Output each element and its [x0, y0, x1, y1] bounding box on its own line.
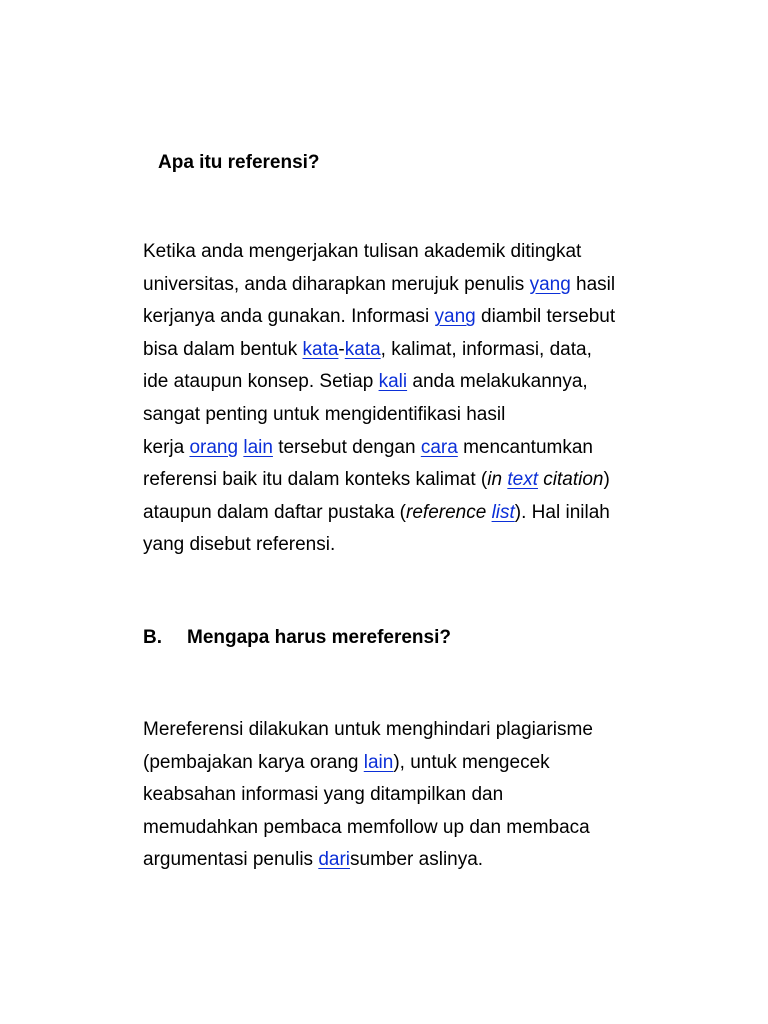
section-heading-text: Mengapa harus mereferensi? — [187, 627, 451, 648]
text-line — [143, 714, 703, 747]
section-number: B. — [143, 627, 162, 648]
link-yang[interactable]: yang — [529, 273, 571, 295]
text-run: (pembajakan karya orang — [143, 751, 364, 773]
text-line — [143, 464, 703, 497]
text-run: argumentasi penulis — [143, 849, 319, 871]
italic-text: in — [487, 469, 508, 491]
link-kali[interactable]: kali — [378, 371, 408, 393]
text-line — [143, 366, 703, 399]
text-run: ), untuk mengecek — [393, 751, 550, 773]
text-run: referensi baik itu dalam konteks kalimat ( — [143, 469, 488, 491]
text-line — [143, 399, 703, 432]
text-run: Mereferensi dilakukan untuk menghindari plagiarisme — [143, 719, 593, 740]
link-text[interactable] — [507, 469, 538, 490]
link-kata[interactable]: kata — [302, 338, 339, 360]
link-list[interactable] — [492, 502, 515, 523]
text-run: ) — [603, 469, 610, 491]
italic-link-text: list — [491, 501, 515, 523]
text-line — [143, 747, 703, 780]
text-line — [143, 269, 703, 302]
link-lain[interactable]: lain — [243, 436, 273, 458]
text-run: yang disebut referensi. — [143, 534, 336, 556]
text-run: ataupun dalam daftar pustaka ( — [143, 501, 407, 523]
text-line — [143, 334, 703, 367]
text-run: hasil — [570, 273, 616, 295]
paragraph-reasons-mereferensi — [143, 714, 703, 877]
link-yang[interactable]: yang — [434, 306, 476, 328]
text-line — [143, 432, 703, 465]
link-dari[interactable]: dari — [318, 849, 351, 871]
paragraph-definition-referensi — [143, 236, 703, 562]
italic-link-text: text — [507, 469, 538, 491]
text-run: bisa dalam bentuk — [143, 338, 303, 360]
link-cara[interactable]: cara — [420, 436, 458, 458]
text-run: - — [338, 338, 345, 360]
text-run: mencantumkan — [457, 436, 593, 458]
text-run: , kalimat, informasi, data, — [380, 338, 592, 360]
text-run: sumber aslinya. — [350, 849, 484, 871]
text-run: Ketika anda mengerjakan tulisan akademik ditingkat — [143, 241, 582, 262]
text-line — [143, 779, 703, 812]
section-heading-mengapa-harus-mereferensi — [143, 626, 451, 650]
text-run: keabsahan informasi yang ditampilkan dan — [143, 784, 504, 806]
text-run: kerja — [143, 436, 190, 458]
text-run: kerjanya anda gunakan. Informasi — [143, 306, 435, 328]
text-line — [143, 812, 703, 845]
text-line — [143, 497, 703, 530]
section-heading-apa-itu-referensi: Apa itu referensi? — [158, 152, 320, 173]
text-line — [143, 236, 703, 269]
text-run: sangat penting untuk mengidentifikasi hasil — [143, 403, 506, 425]
italic-text: citation — [537, 469, 604, 491]
text-run: tersebut dengan — [272, 436, 421, 458]
text-run: ). Hal inilah — [514, 501, 610, 523]
italic-text: reference — [406, 501, 492, 523]
text-run: memudahkan pembaca memfollow up dan membaca — [143, 816, 590, 838]
text-line — [143, 529, 703, 562]
text-run: diambil tersebut — [475, 306, 616, 328]
link-lain[interactable]: lain — [363, 751, 394, 773]
text-run: universitas, anda diharapkan merujuk penulis — [143, 273, 530, 295]
link-kata[interactable]: kata — [344, 338, 381, 360]
text-line — [143, 301, 703, 334]
link-orang[interactable]: orang — [189, 436, 239, 458]
text-run: ide ataupun konsep. Setiap — [143, 371, 379, 393]
text-line — [143, 844, 703, 877]
text-run: anda melakukannya, — [407, 371, 588, 393]
